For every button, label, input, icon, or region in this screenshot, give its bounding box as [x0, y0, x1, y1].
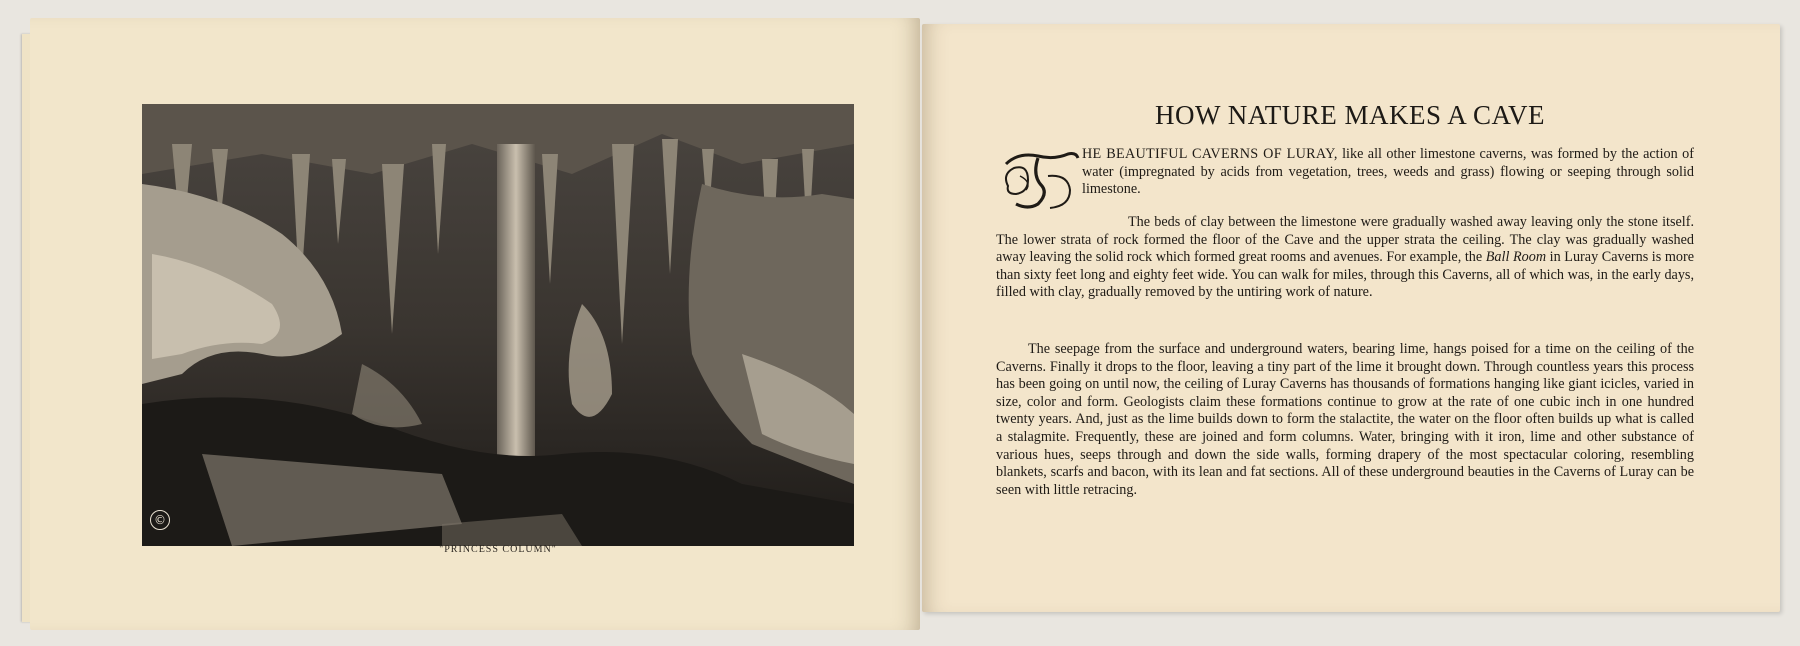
intro-smallcaps: HE BEAUTIFUL CAVERNS OF LURAY,	[1082, 146, 1338, 162]
paragraph-seepage	[996, 341, 1694, 499]
clay-text-end: in Luray Caverns is more than sixty feet long and eighty feet wide. You can walk for miles, through this Caverns, all of which was, in the early days, filled with clay, gradually removed by the untiring work of nature.	[996, 249, 1694, 301]
clay-text: The beds of clay between the limestone were gradually washed away leaving only the stone itself. The lower strata of rock formed the floor of the Cave and the upper strata the ceiling. The clay was gradually washed away leaving the solid rock which formed great rooms and avenues. For example, the	[996, 214, 1694, 266]
intro-text: like all other limestone caverns, was formed by the action of water (impregnated by acids from vegetation, trees, weeds and grass) flowing or seeping through solid limestone.	[1082, 146, 1694, 198]
dropcap-letter-icon	[998, 146, 1082, 214]
copyright-icon: ©	[150, 510, 170, 530]
cave-photo-illustration	[142, 104, 854, 546]
seepage-text: The seepage from the surface and underground waters, bearing lime, hangs poised for a time on the ceiling of the Caverns. Finally it drops to the floor, leaving a tiny part of the lime it brought down. Through countless years this process has been going on until now, the ceiling of Luray Caverns has thousands of formations hanging like giant icicles, varied in size, color and form. Geologists claim these formations continue to grow at the rate of one cubic inch in one hundred twenty years. And, just as the lime builds down to form the stalactite, the water on the floor often builds up what is called a stalagmite. Frequently, these are joined and form columns. Water, bringing with it iron, lime and other substance of various hues, seeps through and down the side walls, forming drapery of the most spectacular coloring, resembling blankets, scarfs and bacon, with its lean and fat sections. All of these underground beauties in the Caverns of Luray can be seen with little retracing.	[996, 341, 1694, 498]
cave-photo	[142, 104, 854, 546]
paragraph-intro	[1082, 146, 1694, 199]
ball-room-text: Ball Room	[1485, 249, 1547, 266]
photo-caption: "PRINCESS COLUMN"	[439, 544, 557, 555]
paragraph-clay	[996, 214, 1694, 302]
page-title: HOW NATURE MAKES A CAVE	[1154, 100, 1546, 130]
